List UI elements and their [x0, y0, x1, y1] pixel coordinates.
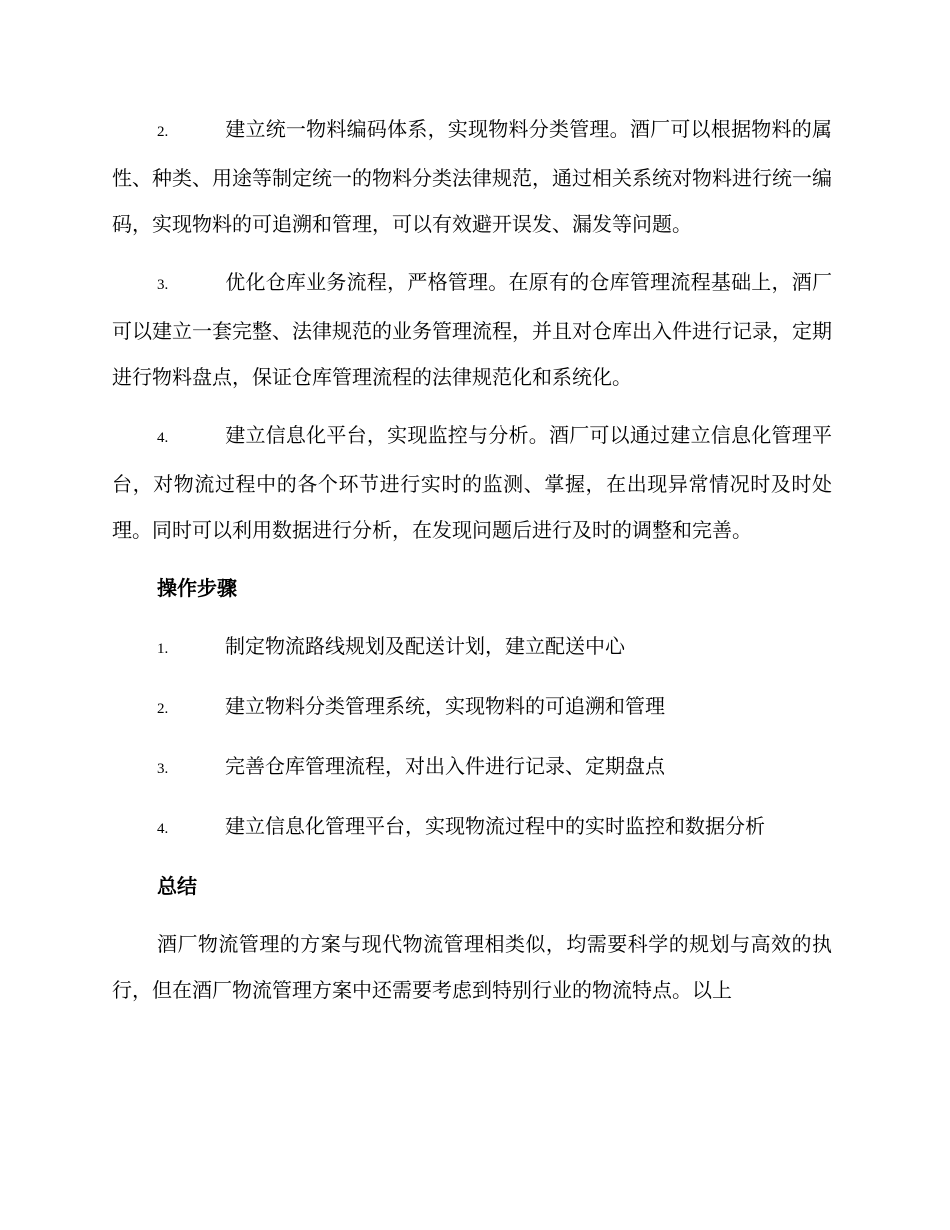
step-item-2: [112, 683, 832, 732]
measure-text: 建立统一物料编码体系，实现物料分类管理。酒厂可以根据物料的属性、种类、用途等制定统一的物料分类法律规范，通过相关系统对物料进行统一编码，实现物料的可追溯和管理，可以有效避开误发、漏发等问题。: [112, 117, 832, 236]
step-number: 3.: [157, 761, 169, 777]
measure-text: 建立信息化平台，实现监控与分析。酒厂可以通过建立信息化管理平台，对物流过程中的各个环节进行实时的监测、掌握，在出现异常情况时及时处理。同时可以利用数据进行分析，在发现问题后进行及时的调整和完善。: [112, 423, 832, 542]
step-number: 1.: [157, 641, 169, 657]
step-text: 建立信息化管理平台，实现物流过程中的实时监控和数据分析: [225, 814, 765, 838]
step-number: 4.: [157, 821, 169, 837]
step-text: 制定物流路线规划及配送计划，建立配送中心: [225, 634, 625, 658]
step-item-4: [112, 803, 832, 852]
step-text: 完善仓库管理流程，对出入件进行记录、定期盘点: [225, 754, 665, 778]
summary-heading: 总结: [157, 874, 197, 898]
measure-item-2: [112, 106, 832, 247]
summary-paragraph: 酒厂物流管理的方案与现代物流管理相类似，均需要科学的规划与高效的执行，但在酒厂物流管理方案中还需要考虑到特别行业的物流特点。以上: [112, 932, 832, 1002]
measure-text: 优化仓库业务流程，严格管理。在原有的仓库管理流程基础上，酒厂可以建立一套完整、法律规范的业务管理流程，并且对仓库出入件进行记录，定期进行物料盘点，保证仓库管理流程的法律规范化和系统化。: [112, 270, 832, 389]
step-item-1: [112, 623, 832, 672]
measure-number: 4.: [157, 430, 169, 446]
measure-number: 3.: [157, 277, 169, 293]
measure-number: 2.: [157, 124, 169, 140]
step-item-3: [112, 743, 832, 792]
document-body: [112, 106, 832, 1013]
steps-heading: 操作步骤: [157, 576, 237, 600]
measure-item-3: [112, 259, 832, 400]
step-number: 2.: [157, 701, 169, 717]
measure-item-4: [112, 412, 832, 553]
step-text: 建立物料分类管理系统，实现物料的可追溯和管理: [225, 694, 665, 718]
